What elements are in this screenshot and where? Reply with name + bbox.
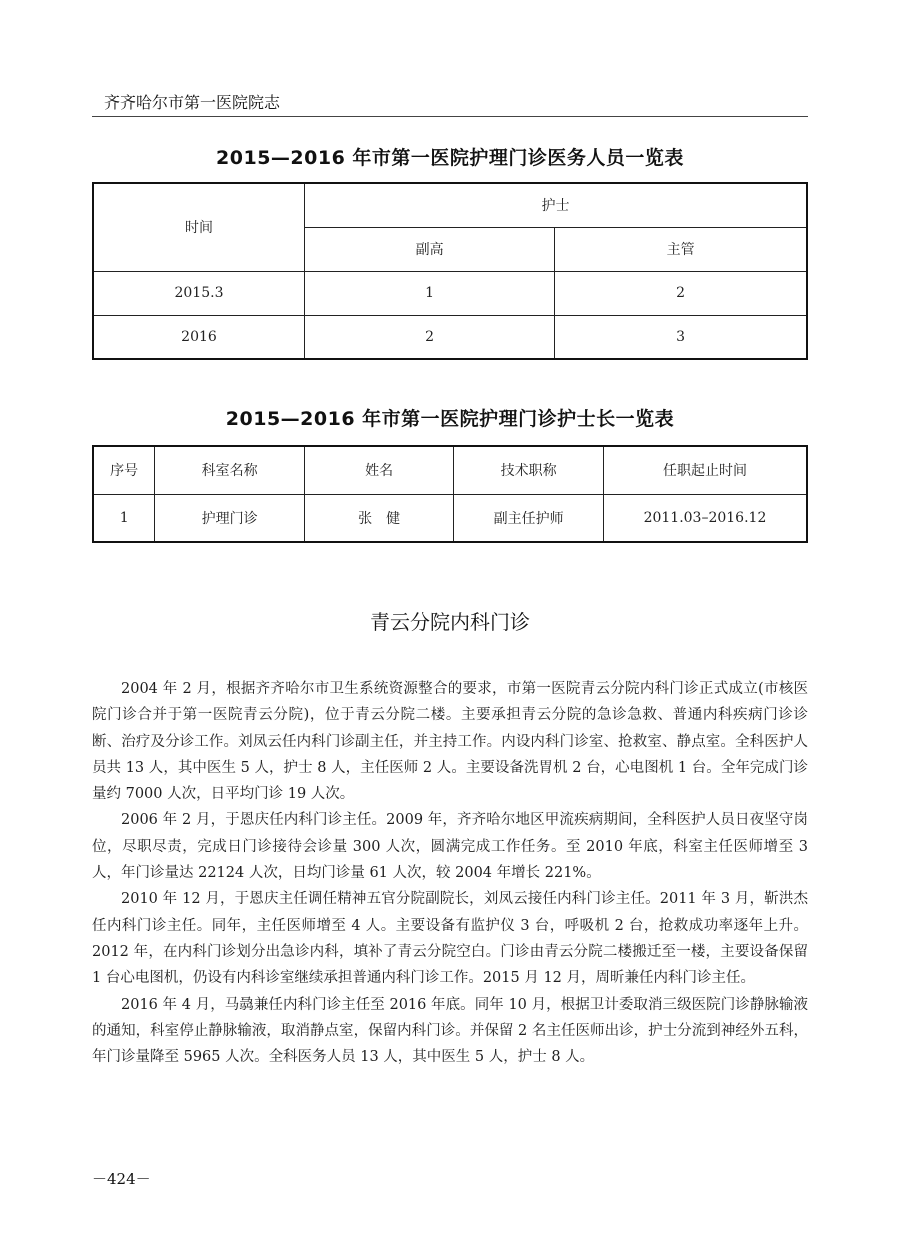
table-cell: 护理门诊 [155,494,305,542]
paragraph: 2004 年 2 月，根据齐齐哈尔市卫生系统资源整合的要求，市第一医院青云分院内科门诊正式成立(市核医院门诊合并于第一医院青云分院)，位于青云分院二楼。主要承担青云分院的急诊急救、普通内科疾病门诊诊断、治疗及分诊工作。刘凤云任内科门诊副主任，并主持工作。内设内科门诊室、抢救室、静点室。全科医护人员共 13 人，其中医生 5 人，护士 8 人，主任医师 2 人。主要设备洗胃机 2 台，心电图机 1 台。全年完成门诊量约 7000 人次，日平均门诊 19 人次。 [92,681,808,803]
table-cell: 1 [304,271,554,315]
table-row [93,315,807,359]
table-row [93,494,807,542]
col-header-title: 技术职称 [454,446,604,494]
col-header-nurse: 护士 [304,183,807,227]
col-header-index: 序号 [93,446,155,494]
table-cell: 张 健 [304,494,454,542]
table2-title: 2015—2016 年市第一医院护理门诊护士长一览表 [225,408,675,430]
table-cell-time: 2016 [93,315,304,359]
col-header-name: 姓名 [304,446,454,494]
head-nurse-table [92,445,808,543]
running-header: 齐齐哈尔市第一医院院志 [104,93,281,112]
paragraph: 2010 年 12 月，于恩庆主任调任精神五官分院副院长，刘凤云接任内科门诊主任。2011 年 3 月，靳洪杰任内科门诊主任。同年，主任医师增至 4 人。主要设备有监护仪 3 台，呼吸机 2 台，抢救成功率逐年上升。2012 年，在内科门诊划分出急诊内科，填补了青云分院空白。门诊由青云分院二楼搬迁至一楼，主要设备保留 1 台心电图机，仍设有内科诊室继续承担普通内科门诊工作。2015 月 12 月，周昕兼任内科门诊主任。 [92,891,808,987]
section-heading: 青云分院内科门诊 [370,610,530,634]
table-row [93,271,807,315]
page-number: －424－ [92,1170,151,1188]
paragraph: 2016 年 4 月，马骉兼任内科门诊主任至 2016 年底。同年 10 月，根据卫计委取消三级医院门诊静脉输液的通知，科室停止静脉输液，取消静点室，保留内科门诊。并保留 2 名主任医师出诊，护士分流到神经外五科，年门诊量降至 5965 人次。全科医务人员 13 人，其中医生 5 人，护士 8 人。 [92,996,808,1066]
table-cell: 2 [555,271,807,315]
table-cell: 2 [304,315,554,359]
staff-table [92,182,808,360]
col-header-supervisor: 主管 [555,227,807,271]
table-cell: 副主任护师 [454,494,604,542]
table-cell-time: 2015.3 [93,271,304,315]
col-header-tenure: 任职起止时间 [603,446,807,494]
table-cell: 1 [93,494,155,542]
table-cell: 3 [555,315,807,359]
table-cell: 2011.03–2016.12 [603,494,807,542]
col-header-department: 科室名称 [155,446,305,494]
col-header-associate-senior: 副高 [304,227,554,271]
col-header-time: 时间 [93,183,304,271]
body-text [92,676,808,1070]
table1-title: 2015—2016 年市第一医院护理门诊医务人员一览表 [216,147,684,169]
header-divider [92,116,808,117]
paragraph: 2006 年 2 月，于恩庆任内科门诊主任。2009 年，齐齐哈尔地区甲流疾病期间，全科医护人员日夜坚守岗位，尽职尽责，完成日门诊接待会诊量 300 人次，圆满完成工作任务。至 2010 年底，科室主任医师增至 3 人，年门诊量达 22124 人次，日均门诊量 61 人次，较 2004 年增长 221%。 [92,812,808,882]
